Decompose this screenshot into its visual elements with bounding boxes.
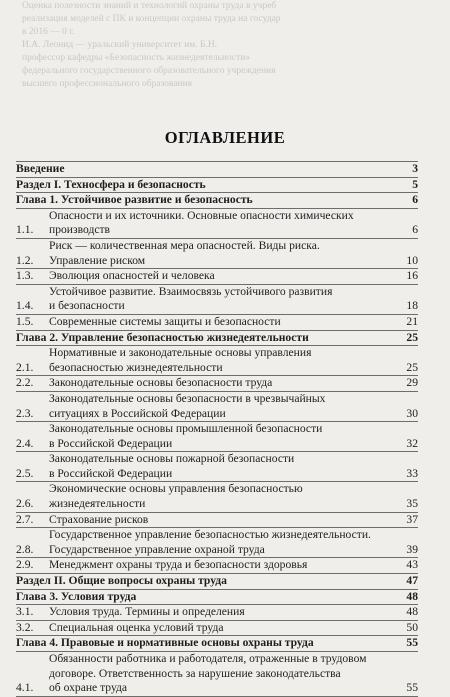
toc-entry-title-line: в Российской Федерации bbox=[49, 436, 173, 450]
toc-entry-page-number: 35 bbox=[406, 497, 418, 511]
toc-entry-title bbox=[49, 652, 396, 696]
toc-entry-title-line: Государственное управление безопасностью жизнедеятельности. bbox=[49, 528, 371, 542]
toc-entry[interactable] bbox=[16, 557, 418, 573]
toc-entry-title bbox=[16, 574, 396, 589]
toc-heading-entry[interactable] bbox=[16, 161, 418, 177]
toc-entry-title-line: Специальная оценка условий труда bbox=[49, 620, 224, 634]
toc-entry-title bbox=[49, 376, 396, 391]
toc-heading-entry[interactable] bbox=[16, 589, 418, 605]
toc-entry-title bbox=[49, 269, 396, 284]
toc-entry-title-line: Законодательные основы безопасности труда bbox=[49, 376, 273, 390]
toc-entry-title-line: Устойчивое развитие. Взаимосвязь устойчивого развития bbox=[49, 284, 333, 298]
toc-entry-title-line: Нормативные и законодательные основы управления bbox=[49, 346, 312, 360]
toc-entry-title-line: Глава 3. Условия труда bbox=[16, 589, 137, 603]
toc-entry-title-line: Глава 2. Управление безопасностью жизнедеятельности bbox=[16, 330, 309, 344]
toc-entry-title-line: Государственное управление охраной труда bbox=[49, 542, 265, 556]
toc-entry-title bbox=[49, 285, 396, 314]
toc-entry-title bbox=[49, 315, 396, 330]
bleed-through-line: высшего профессионального образования bbox=[22, 79, 193, 89]
toc-entry-title-line: Условия труда. Термины и определения bbox=[49, 605, 245, 619]
toc-entry-title bbox=[49, 605, 396, 620]
toc-entry-title-line: об охране труда bbox=[49, 681, 128, 695]
toc-entry-number: 3.2. bbox=[16, 620, 34, 634]
toc-entry-title-line: Законодательные основы пожарной безопасности bbox=[49, 452, 295, 466]
toc-entry-number: 1.4. bbox=[16, 299, 34, 313]
toc-entry-title bbox=[16, 193, 396, 208]
toc-entry-page-number: 21 bbox=[406, 314, 418, 328]
bleed-through-line: федерального государственного образовательного учреждения bbox=[22, 66, 276, 76]
bleed-through-line: Оценка полезности знаний и технологий охраны труда в учреб bbox=[22, 1, 277, 11]
toc-entry-title-line: Менеджмент охраны труда и безопасности здоровья bbox=[49, 558, 308, 572]
toc-entry[interactable] bbox=[16, 345, 418, 375]
toc-entry-title bbox=[49, 513, 396, 528]
page-title: ОГЛАВЛЕНИЕ bbox=[164, 128, 286, 147]
toc-entry-page-number: 48 bbox=[406, 589, 418, 603]
toc-entry-title-line: безопасностью жизнедеятельности bbox=[49, 360, 223, 374]
toc-entry-title-line: Раздел I. Техносфера и безопасность bbox=[16, 177, 206, 191]
toc-entry-title-line: Риск — количественная мера опасностей. Виды риска. bbox=[49, 238, 320, 252]
toc-entry-number: 2.5. bbox=[16, 466, 34, 480]
toc-entry-number: 1.5. bbox=[16, 314, 34, 328]
toc-entry[interactable] bbox=[16, 268, 418, 284]
bleed-through-line: профессор кафедры «Безопасность жизнедеятельности» bbox=[22, 53, 251, 63]
toc-entry-page-number: 16 bbox=[406, 269, 418, 283]
toc-entry-title bbox=[16, 590, 396, 605]
bleed-through-text bbox=[0, 0, 450, 118]
toc-entry-page-number: 3 bbox=[412, 162, 418, 175]
toc-heading-entry[interactable] bbox=[16, 330, 418, 346]
toc-entry-page-number: 37 bbox=[406, 512, 418, 526]
toc-entry[interactable] bbox=[16, 604, 418, 620]
toc-heading-entry[interactable] bbox=[16, 635, 418, 651]
toc-entry-title bbox=[49, 239, 396, 268]
toc-entry-title-line: Эволюция опасностей и человека bbox=[49, 269, 215, 283]
toc-entry-title bbox=[49, 452, 396, 481]
toc-entry[interactable] bbox=[16, 208, 418, 238]
toc-heading-entry[interactable] bbox=[16, 192, 418, 208]
toc-entry-title bbox=[49, 209, 396, 238]
toc-entry-page-number: 30 bbox=[406, 406, 418, 420]
toc-entry-title-line: Экономические основы управления безопасностью bbox=[49, 482, 303, 496]
toc-entry-page-number: 18 bbox=[406, 299, 418, 313]
toc-entry-page-number: 10 bbox=[406, 253, 418, 267]
toc-entry-page-number: 25 bbox=[406, 360, 418, 374]
toc-entry-page-number: 29 bbox=[406, 376, 418, 390]
toc-entry-page-number: 5 bbox=[412, 177, 418, 191]
toc-entry-title-line: Введение bbox=[16, 162, 65, 175]
toc-entry[interactable] bbox=[16, 391, 418, 421]
toc-entry[interactable] bbox=[16, 284, 418, 314]
toc-entry-title bbox=[49, 482, 396, 511]
toc-entry-title-line: Законодательные основы безопасности в чрезвычайных bbox=[49, 391, 326, 405]
toc-entry[interactable] bbox=[16, 314, 418, 330]
toc-entry[interactable] bbox=[16, 238, 418, 268]
toc-entry-page-number: 55 bbox=[406, 636, 418, 650]
toc-heading-entry[interactable] bbox=[16, 177, 418, 193]
toc-entry-title bbox=[16, 636, 396, 651]
toc-entry-page-number: 50 bbox=[406, 620, 418, 634]
toc-entry-title-line: договоре. Ответственность за нарушение законодательства bbox=[49, 666, 341, 680]
toc-entry-title-line: ситуациях в Российской Федерации bbox=[49, 406, 226, 420]
toc-entry-title bbox=[16, 162, 396, 177]
toc-entry-page-number: 33 bbox=[406, 466, 418, 480]
toc-entry-number: 2.7. bbox=[16, 512, 34, 526]
toc-entry[interactable] bbox=[16, 651, 418, 697]
toc-entry-title-line: Опасности и их источники. Основные опасности химических bbox=[49, 208, 354, 222]
toc-entry-title bbox=[49, 392, 396, 421]
toc-entry-number: 1.1. bbox=[16, 223, 34, 237]
toc-entry[interactable] bbox=[16, 451, 418, 481]
toc-entry-title-line: производств bbox=[49, 223, 111, 237]
toc-entry-title-line: Глава 1. Устойчивое развитие и безопасность bbox=[16, 193, 253, 207]
toc-entry-number: 2.6. bbox=[16, 497, 34, 511]
toc-entry-title bbox=[16, 178, 396, 193]
toc-entry[interactable] bbox=[16, 620, 418, 636]
toc-entry-title bbox=[49, 422, 396, 451]
toc-entry-page-number: 47 bbox=[406, 574, 418, 588]
toc-entry-number: 1.2. bbox=[16, 253, 34, 267]
table-of-contents bbox=[16, 161, 418, 697]
toc-entry[interactable] bbox=[16, 421, 418, 451]
toc-entry-number: 2.4. bbox=[16, 436, 34, 450]
toc-entry-title-line: Законодательные основы промышленной безопасности bbox=[49, 422, 323, 436]
toc-entry-number: 2.2. bbox=[16, 376, 34, 390]
toc-entry-number: 1.3. bbox=[16, 269, 34, 283]
toc-entry-page-number: 6 bbox=[412, 193, 418, 207]
toc-entry[interactable] bbox=[16, 512, 418, 528]
bleed-through-line: реализация моделей с ПК и концепции охраны труда на государ bbox=[22, 14, 281, 24]
toc-heading-entry[interactable] bbox=[16, 573, 418, 589]
toc-entry-title bbox=[49, 346, 396, 375]
toc-entry-page-number: 6 bbox=[412, 223, 418, 237]
toc-entry-number: 2.8. bbox=[16, 542, 34, 556]
toc-entry-title-line: Обязанности работника и работодателя, отраженные в трудовом bbox=[49, 652, 367, 665]
toc-entry-title bbox=[49, 621, 396, 636]
toc-entry-number: 3.1. bbox=[16, 605, 34, 619]
toc-entry-page-number: 48 bbox=[406, 605, 418, 619]
bleed-through-line: И.А. Леонид — уральский университет им. Б.Н. bbox=[22, 40, 218, 50]
toc-entry-page-number: 43 bbox=[406, 558, 418, 572]
toc-entry-title-line: жизнедеятельности bbox=[49, 497, 146, 511]
toc-entry-page-number: 39 bbox=[406, 542, 418, 556]
toc-entry-title bbox=[49, 528, 396, 557]
toc-entry-title-line: Глава 4. Правовые и нормативные основы охраны труда bbox=[16, 636, 314, 650]
toc-entry-title-line: Страхование рисков bbox=[49, 512, 149, 526]
toc-entry-title bbox=[16, 331, 396, 346]
toc-entry[interactable] bbox=[16, 527, 418, 557]
toc-entry-number: 4.1. bbox=[16, 681, 34, 695]
toc-entry-title bbox=[49, 558, 396, 573]
toc-entry[interactable] bbox=[16, 481, 418, 511]
toc-entry[interactable] bbox=[16, 375, 418, 391]
toc-entry-page-number: 55 bbox=[406, 681, 418, 695]
toc-entry-title-line: Управление риском bbox=[49, 253, 146, 267]
toc-entry-page-number: 25 bbox=[406, 330, 418, 344]
toc-entry-title-line: и безопасности bbox=[49, 299, 125, 313]
toc-entry-title-line: в Российской Федерации bbox=[49, 466, 173, 480]
toc-entry-page-number: 32 bbox=[406, 436, 418, 450]
toc-entry-title-line: Раздел II. Общие вопросы охраны труда bbox=[16, 574, 227, 588]
toc-entry-title-line: Современные системы защиты и безопасности bbox=[49, 314, 281, 328]
toc-entry-number: 2.3. bbox=[16, 406, 34, 420]
toc-entry-number: 2.1. bbox=[16, 360, 34, 374]
toc-entry-number: 2.9. bbox=[16, 558, 34, 572]
bleed-through-line: в 2016 — 0 г. bbox=[22, 27, 75, 37]
